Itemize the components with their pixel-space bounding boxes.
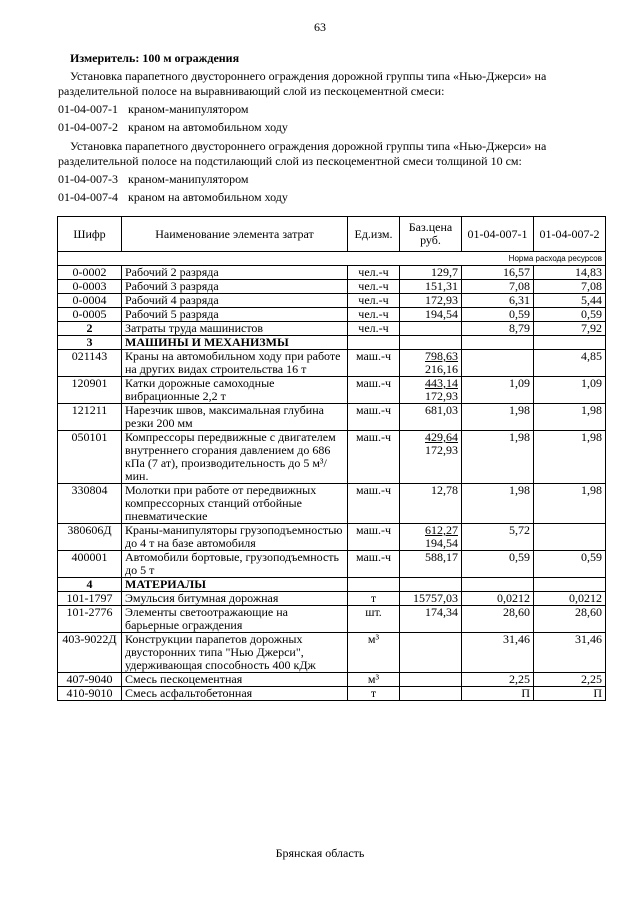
cell-name: Краны на автомобильном ходу при работе на других видах строительства 16 т — [122, 350, 348, 377]
cell-norm-2: 2,25 — [534, 673, 606, 687]
cell-norm-1: 2,25 — [462, 673, 534, 687]
cell-code: 403-9022Д — [58, 633, 122, 673]
price-main: 15757,03 — [413, 591, 458, 605]
code-line — [58, 120, 288, 135]
cell-norm-1: 6,31 — [462, 294, 534, 308]
cell-norm-2: 7,92 — [534, 322, 606, 336]
cell-name: Автомобили бортовые, грузоподъемность до 5 т — [122, 551, 348, 578]
cell-norm-1: 28,60 — [462, 606, 534, 633]
page-number: 63 — [314, 20, 326, 34]
table-row — [58, 431, 606, 484]
cell-code: 4 — [58, 578, 122, 592]
cell-norm-1: 31,46 — [462, 633, 534, 673]
measurer-heading: Измеритель: 100 м ограждения — [70, 51, 240, 65]
cell-unit: м³ — [348, 633, 400, 673]
price-secondary: 172,93 — [425, 389, 458, 403]
cell-unit: м³ — [348, 673, 400, 687]
cell-unit: чел.-ч — [348, 280, 400, 294]
cell-norm-2: 28,60 — [534, 606, 606, 633]
table-row — [58, 633, 606, 673]
price-main: 129,7 — [431, 265, 458, 279]
cell-code: 0-0002 — [58, 266, 122, 280]
cell-name: Катки дорожные самоходные вибрационные 2,2 т — [122, 377, 348, 404]
table-row — [58, 280, 606, 294]
cell-price — [400, 377, 462, 404]
cell-norm-2: 7,08 — [534, 280, 606, 294]
table-row — [58, 322, 606, 336]
header-col2: 01-04-007-2 — [534, 217, 606, 252]
cell-norm-2: 5,44 — [534, 294, 606, 308]
cell-norm-2: 0,0212 — [534, 592, 606, 606]
code-line — [58, 102, 248, 117]
cell-code: 101-2776 — [58, 606, 122, 633]
cell-price — [400, 308, 462, 322]
cell-name: Рабочий 5 разряда — [122, 308, 348, 322]
table-row — [58, 484, 606, 524]
cell-norm-1: 1,09 — [462, 377, 534, 404]
region-footer: Брянская область — [275, 846, 365, 860]
code-line — [58, 190, 288, 205]
code-text: краном на автомобильном ходу — [128, 190, 288, 204]
code-text: краном-манипулятором — [128, 102, 249, 116]
header-name: Наименование элемента затрат — [122, 217, 348, 252]
cell-name: Рабочий 2 разряда — [122, 266, 348, 280]
cell-name: Смесь пескоцементная — [122, 673, 348, 687]
price-main: 174,34 — [425, 605, 458, 619]
cell-name: Компрессоры передвижные с двигателем внутреннего сгорания давлением до 686 кПа (7 ат), производительность до 5 м³/мин. — [122, 431, 348, 484]
cell-price — [400, 592, 462, 606]
price-main: 443,14 — [425, 376, 458, 390]
cell-code: 050101 — [58, 431, 122, 484]
cell-section-title: МАТЕРИАЛЫ — [122, 578, 348, 592]
code-number: 01-04-007-2 — [58, 120, 118, 134]
table-row — [58, 266, 606, 280]
price-main: 12,78 — [431, 483, 458, 497]
header-col1: 01-04-007-1 — [462, 217, 534, 252]
cell-price — [400, 524, 462, 551]
cell-name: Смесь асфальтобетонная — [122, 687, 348, 701]
cell-code: 330804 — [58, 484, 122, 524]
cell-price — [400, 484, 462, 524]
cell-price — [400, 280, 462, 294]
cell-unit: маш.-ч — [348, 404, 400, 431]
cell-unit: маш.-ч — [348, 350, 400, 377]
cell-code: 0-0004 — [58, 294, 122, 308]
cell-name: Эмульсия битумная дорожная — [122, 592, 348, 606]
norm-label-row — [58, 252, 606, 266]
cell-price — [400, 606, 462, 633]
price-main: 194,54 — [425, 307, 458, 321]
cell-norm-2: 14,83 — [534, 266, 606, 280]
cell-code: 0-0003 — [58, 280, 122, 294]
cell-norm-2: 0,59 — [534, 308, 606, 322]
cell-norm-2: 0,59 — [534, 551, 606, 578]
cell-unit: чел.-ч — [348, 266, 400, 280]
cell-norm-2: П — [534, 687, 606, 701]
cell-unit: маш.-ч — [348, 484, 400, 524]
cell-code: 407-9040 — [58, 673, 122, 687]
cell-norm-1: 0,0212 — [462, 592, 534, 606]
code-line — [58, 172, 248, 187]
header-unit: Ед.изм. — [348, 217, 400, 252]
cell-code: 380606Д — [58, 524, 122, 551]
table-row — [58, 592, 606, 606]
table-body — [58, 252, 606, 701]
table-row — [58, 687, 606, 701]
cell-norm-1: 5,72 — [462, 524, 534, 551]
cell-code: 101-1797 — [58, 592, 122, 606]
cell-norm-1: 16,57 — [462, 266, 534, 280]
code-number: 01-04-007-3 — [58, 172, 118, 186]
cell-unit: чел.-ч — [348, 322, 400, 336]
cell-code: 0-0005 — [58, 308, 122, 322]
cell-name: Нарезчик швов, максимальная глубина резки 200 мм — [122, 404, 348, 431]
cell-price — [400, 266, 462, 280]
price-main: 798,63 — [425, 349, 458, 363]
cell-norm-1: П — [462, 687, 534, 701]
cell-unit: маш.-ч — [348, 524, 400, 551]
cell-norm-1: 0,59 — [462, 308, 534, 322]
cell-code: 410-9010 — [58, 687, 122, 701]
cell-price — [400, 431, 462, 484]
table-row — [58, 673, 606, 687]
cell-norm-2: 31,46 — [534, 633, 606, 673]
cell-name: Рабочий 4 разряда — [122, 294, 348, 308]
table-row — [58, 377, 606, 404]
price-secondary: 194,54 — [425, 536, 458, 550]
header-code: Шифр — [58, 217, 122, 252]
cell-code: 120901 — [58, 377, 122, 404]
cell-code: 121211 — [58, 404, 122, 431]
cell-section-title: МАШИНЫ И МЕХАНИЗМЫ — [122, 336, 348, 350]
table-row — [58, 551, 606, 578]
price-main: 588,17 — [425, 550, 458, 564]
price-main: 429,64 — [425, 430, 458, 444]
cell-unit: маш.-ч — [348, 431, 400, 484]
table-row — [58, 350, 606, 377]
cell-norm-2: 1,98 — [534, 484, 606, 524]
cell-norm-2: 1,98 — [534, 404, 606, 431]
cell-code: 400001 — [58, 551, 122, 578]
price-main: 172,93 — [425, 293, 458, 307]
cell-norm-2 — [534, 524, 606, 551]
code-text: краном-манипулятором — [128, 172, 249, 186]
header-price: Баз.цена руб. — [400, 217, 462, 252]
cell-price — [400, 322, 462, 336]
cell-price — [400, 551, 462, 578]
table-row — [58, 308, 606, 322]
cell-code: 2 — [58, 322, 122, 336]
table-row — [58, 294, 606, 308]
cell-unit: шт. — [348, 606, 400, 633]
cell-unit: чел.-ч — [348, 308, 400, 322]
norm-label: Норма расхода ресурсов — [58, 252, 606, 266]
description-paragraph: Установка парапетного двустороннего ограждения дорожной группы типа «Нью-Джерси» на разделительной полосе на подстилающий слой из пескоцементной смеси толщиной 10 см: — [58, 139, 547, 168]
cell-unit: маш.-ч — [348, 551, 400, 578]
cell-unit: т — [348, 592, 400, 606]
section-row — [58, 578, 606, 592]
code-number: 01-04-007-1 — [58, 102, 118, 116]
cell-norm-2: 4,85 — [534, 350, 606, 377]
cell-norm-1: 1,98 — [462, 431, 534, 484]
cell-norm-1: 8,79 — [462, 322, 534, 336]
resource-table — [57, 216, 606, 701]
cell-price — [400, 294, 462, 308]
cell-price — [400, 633, 462, 673]
cell-name: Элементы светоотражающие на барьерные ограждения — [122, 606, 348, 633]
cell-norm-2: 1,09 — [534, 377, 606, 404]
table-header-row — [58, 217, 606, 252]
cell-name: Конструкции парапетов дорожных двусторонних типа "Нью Джерси", удерживающая способность 400 кДж — [122, 633, 348, 673]
cell-code: 021143 — [58, 350, 122, 377]
cell-name: Рабочий 3 разряда — [122, 280, 348, 294]
cell-price — [400, 404, 462, 431]
cell-norm-1: 0,59 — [462, 551, 534, 578]
price-main: 151,31 — [425, 279, 458, 293]
code-text: краном на автомобильном ходу — [128, 120, 288, 134]
price-main: 681,03 — [425, 403, 458, 417]
cell-unit: маш.-ч — [348, 377, 400, 404]
table-row — [58, 606, 606, 633]
cell-norm-1: 1,98 — [462, 484, 534, 524]
cell-name: Молотки при работе от передвижных компрессорных станций отбойные пневматические — [122, 484, 348, 524]
price-secondary: 216,16 — [425, 362, 458, 376]
cell-unit: чел.-ч — [348, 294, 400, 308]
cell-price — [400, 673, 462, 687]
cell-norm-1: 1,98 — [462, 404, 534, 431]
cell-unit: т — [348, 687, 400, 701]
description-paragraph: Установка парапетного двустороннего ограждения дорожной группы типа «Нью-Джерси» на разделительной полосе на выравнивающий слой из пескоцементной смеси: — [58, 69, 547, 98]
cell-code: 3 — [58, 336, 122, 350]
cell-price — [400, 350, 462, 377]
cell-norm-2: 1,98 — [534, 431, 606, 484]
price-main: 612,27 — [425, 523, 458, 537]
table-row — [58, 524, 606, 551]
code-number: 01-04-007-4 — [58, 190, 118, 204]
cell-norm-1: 7,08 — [462, 280, 534, 294]
cell-norm-1 — [462, 350, 534, 377]
section-row — [58, 336, 606, 350]
cell-name: Затраты труда машинистов — [122, 322, 348, 336]
cell-name: Краны-манипуляторы грузоподъемностью до 4 т на базе автомобиля — [122, 524, 348, 551]
price-secondary: 172,93 — [425, 443, 458, 457]
cell-price — [400, 687, 462, 701]
table-row — [58, 404, 606, 431]
